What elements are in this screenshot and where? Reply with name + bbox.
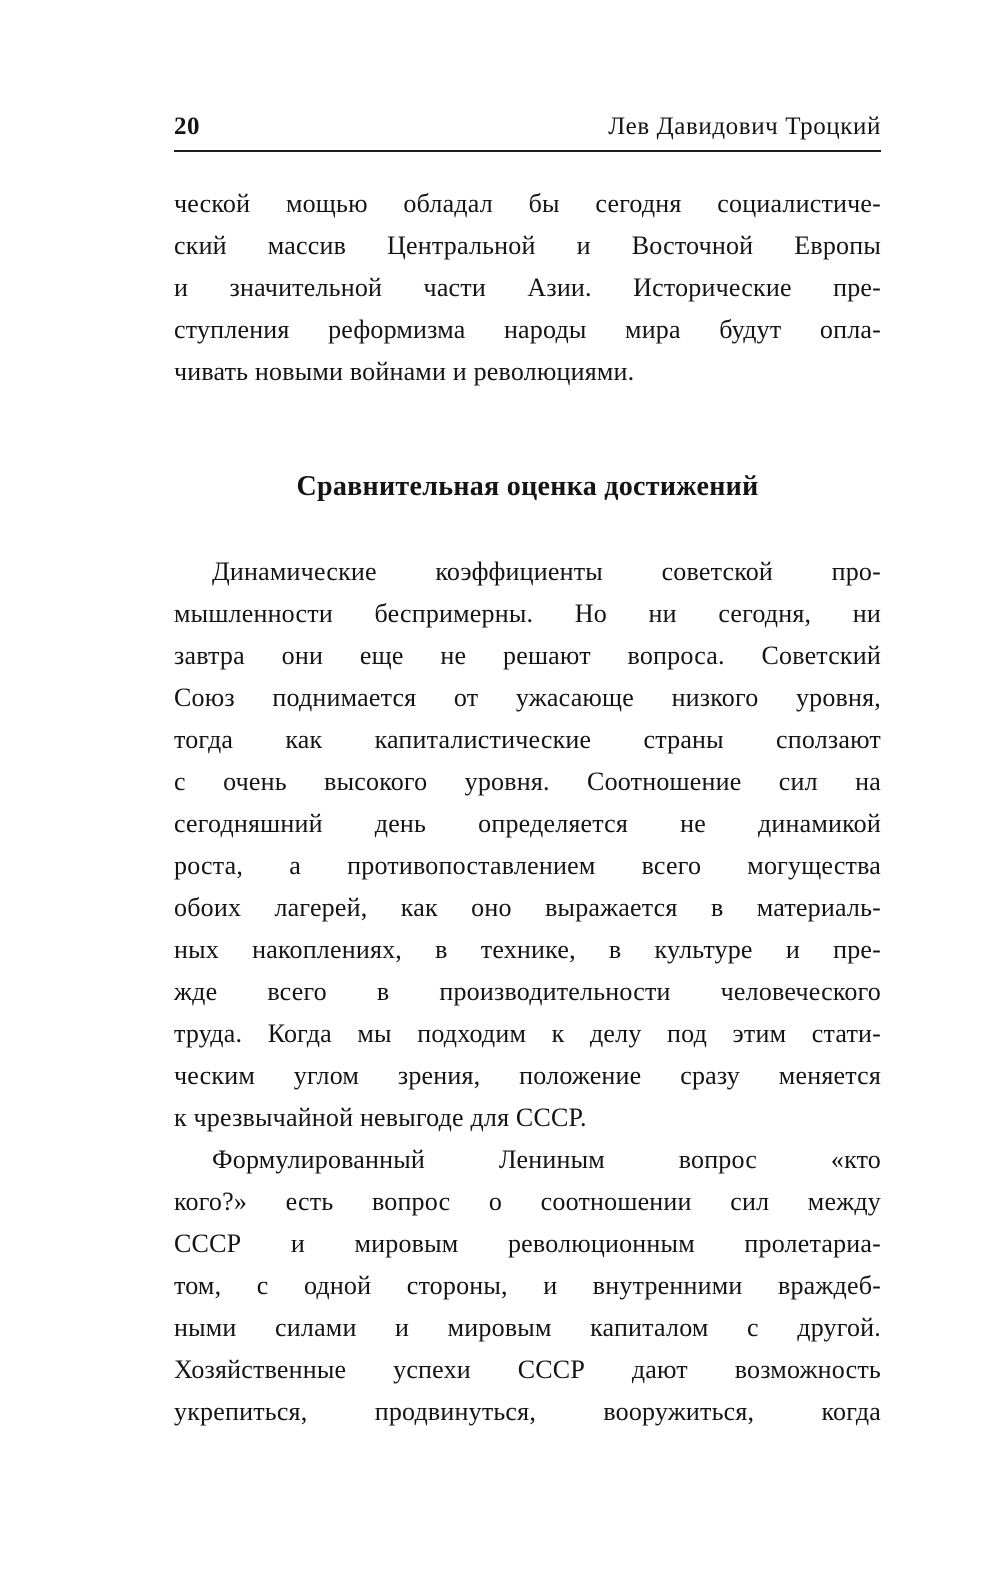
paragraph-3 (174, 1139, 881, 1433)
paragraph-1 (174, 183, 881, 393)
text-line: сегодняшний день определяется не динамикой (174, 809, 881, 838)
text-line: ных накоплениях, в технике, в культуре и пре- (174, 935, 881, 964)
text-line: Хозяйственные успехи СССР дают возможность (174, 1355, 881, 1384)
text-line: тогда как капиталистические страны сползают (174, 725, 881, 754)
text-line: с очень высокого уровня. Соотношение сил на (174, 767, 881, 796)
text-line: том, с одной стороны, и внутренними враждеб- (174, 1271, 881, 1300)
paragraph-2 (174, 551, 881, 1139)
section-heading: Сравнительная оценка достижений (296, 471, 759, 502)
text-line: Союз поднимается от ужасающе низкого уровня, (174, 683, 881, 712)
text-line: обоих лагерей, как оно выражается в материаль- (174, 893, 881, 922)
text-line: завтра они еще не решают вопроса. Советский (174, 641, 881, 670)
text-line: мышленности беспримерны. Но ни сегодня, ни (174, 599, 881, 628)
text-column (174, 112, 881, 1433)
page-number: 20 (174, 113, 200, 140)
header-rule (174, 150, 881, 152)
text-line: ский массив Центральной и Восточной Европы (174, 231, 881, 260)
text-line: к чрезвычайной невыгоде для СССР. (174, 1103, 587, 1132)
text-line: роста, а противопоставлением всего могущества (174, 851, 881, 880)
page-header (174, 112, 881, 142)
text-line: труда. Когда мы подходим к делу под этим стати- (174, 1019, 881, 1048)
text-line: кого?» есть вопрос о соотношении сил между (174, 1187, 881, 1216)
text-line: и значительной части Азии. Исторические пре- (174, 273, 881, 302)
text-line: ческой мощью обладал бы сегодня социалистиче- (174, 189, 881, 218)
text-line: укрепиться, продвинуться, вооружиться, когда (174, 1397, 881, 1426)
text-line: СССР и мировым революционным пролетариа- (174, 1229, 881, 1258)
text-line: ными силами и мировым капиталом с другой. (174, 1313, 881, 1342)
text-line: чивать новыми войнами и революциями. (174, 357, 635, 386)
text-line: Формулированный Лениным вопрос «кто (212, 1145, 881, 1174)
text-line: ческим углом зрения, положение сразу меняется (174, 1061, 881, 1090)
text-line: жде всего в производительности человеческого (174, 977, 881, 1006)
text-line: Динамические коэффициенты советской про- (212, 557, 881, 586)
running-head: Лев Давидович Троцкий (608, 113, 881, 140)
text-line: ступления реформизма народы мира будут опла- (174, 315, 881, 344)
